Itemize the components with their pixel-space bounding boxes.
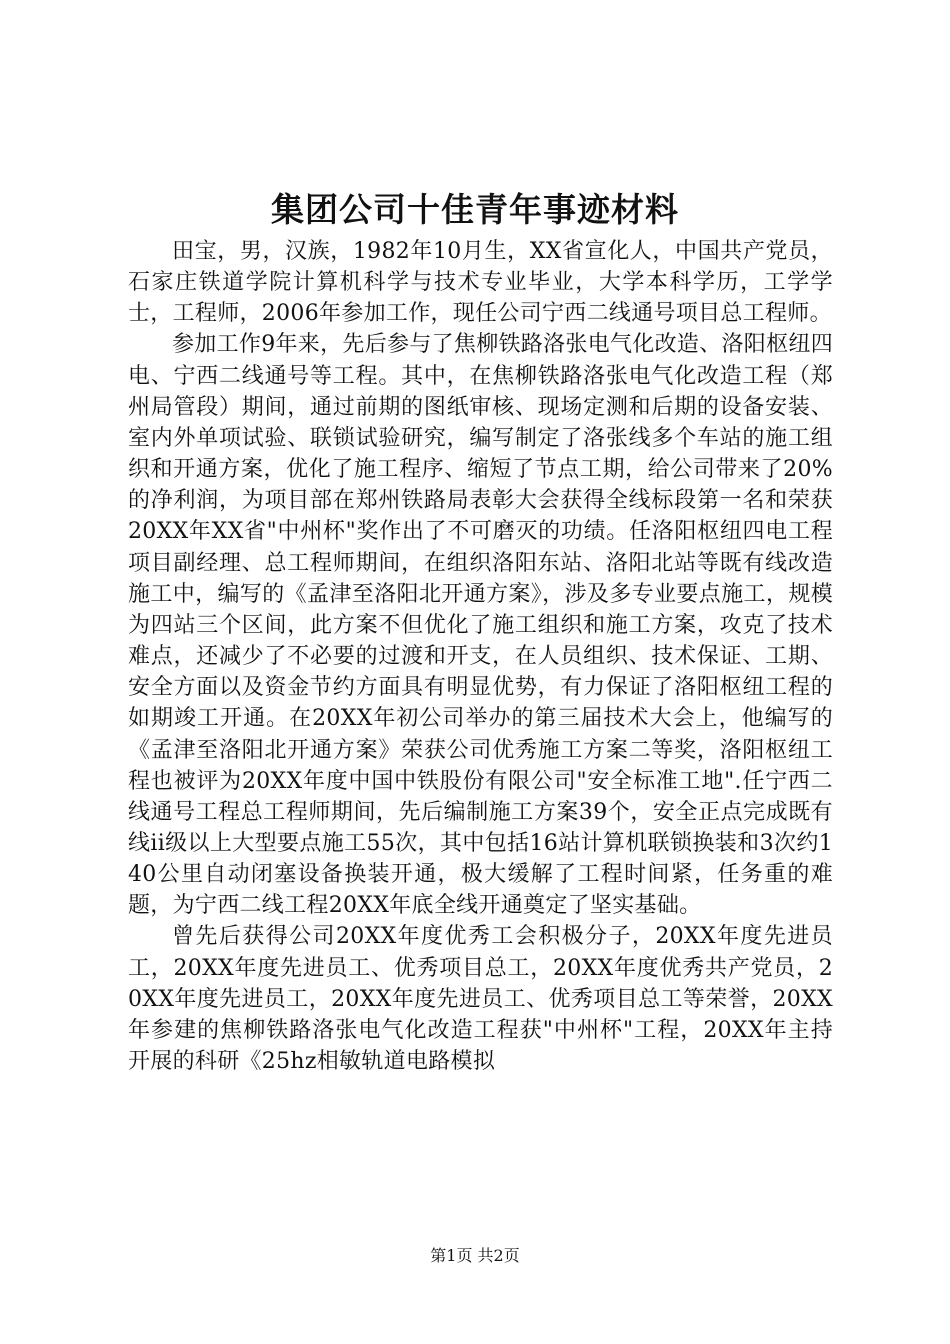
paragraph-honors: 曾先后获得公司20XX年度优秀工会积极分子，20XX年度先进员工，20XX年度先进员工、优秀项目总工，20XX年度优秀共产党员，20XX年度先进员工，20XX年度先进员工、优秀项目总工等荣誉，20XX年参建的焦柳铁路洛张电气化改造工程获"中州杯"工程，20XX年主持开展的科研《25hz相敏轨道电路模拟 (128, 924, 833, 1075)
document-title: 集团公司十佳青年事迹材料 (271, 190, 679, 229)
document-body (128, 236, 833, 1077)
paragraph-intro: 田宝，男，汉族，1982年10月生，XX省宣化人，中国共产党员，石家庄铁道学院计算机科学与技术专业毕业，大学本科学历，工学学士，工程师，2006年参加工作，现任公司宁西二线通号项目总工程师。 (128, 239, 833, 327)
paragraph-work-experience: 参加工作9年来，先后参与了焦柳铁路洛张电气化改造、洛阳枢纽四电、宁西二线通号等工程。其中，在焦柳铁路洛张电气化改造工程（郑州局管段）期间，通过前期的图纸审核、现场定测和后期的设备安装、室内外单项试验、联锁试验研究，编写制定了洛张线多个车站的施工组织和开通方案，优化了施工程序、缩短了节点工期，给公司带来了20%的净利润，为项目部在郑州铁路局表彰大会获得全线标段第一名和荣获20XX年XX省"中州杯"奖作出了不可磨灭的功绩。任洛阳枢纽四电工程项目副经理、总工程师期间，在组织洛阳东站、洛阳北站等既有线改造施工中，编写的《孟津至洛阳北开通方案》，涉及多专业要点施工，规模为四站三个区间，此方案不但优化了施工组织和施工方案，攻克了技术难点，还减少了不必要的过渡和开支，在人员组织、技术保证、工期、安全方面以及资金节约方面具有明显优势，有力保证了洛阳枢纽工程的如期竣工开通。在20XX年初公司举办的第三届技术大会上，他编写的《孟津至洛阳北开通方案》荣获公司优秀施工方案二等奖，洛阳枢纽工程也被评为20XX年度中国中铁股份有限公司"安全标准工地".任宁西二线通号工程总工程师期间，先后编制施工方案39个，安全正点完成既有线ii级以上大型要点施工55次，其中包括16站计算机联锁换装和3次约140公里自动闭塞设备换装开通，极大缓解了工程时间紧，任务重的难题，为宁西二线工程20XX年底全线开通奠定了坚实基础。 (128, 332, 833, 919)
page-number-footer: 第1页 共2页 (430, 1246, 520, 1265)
